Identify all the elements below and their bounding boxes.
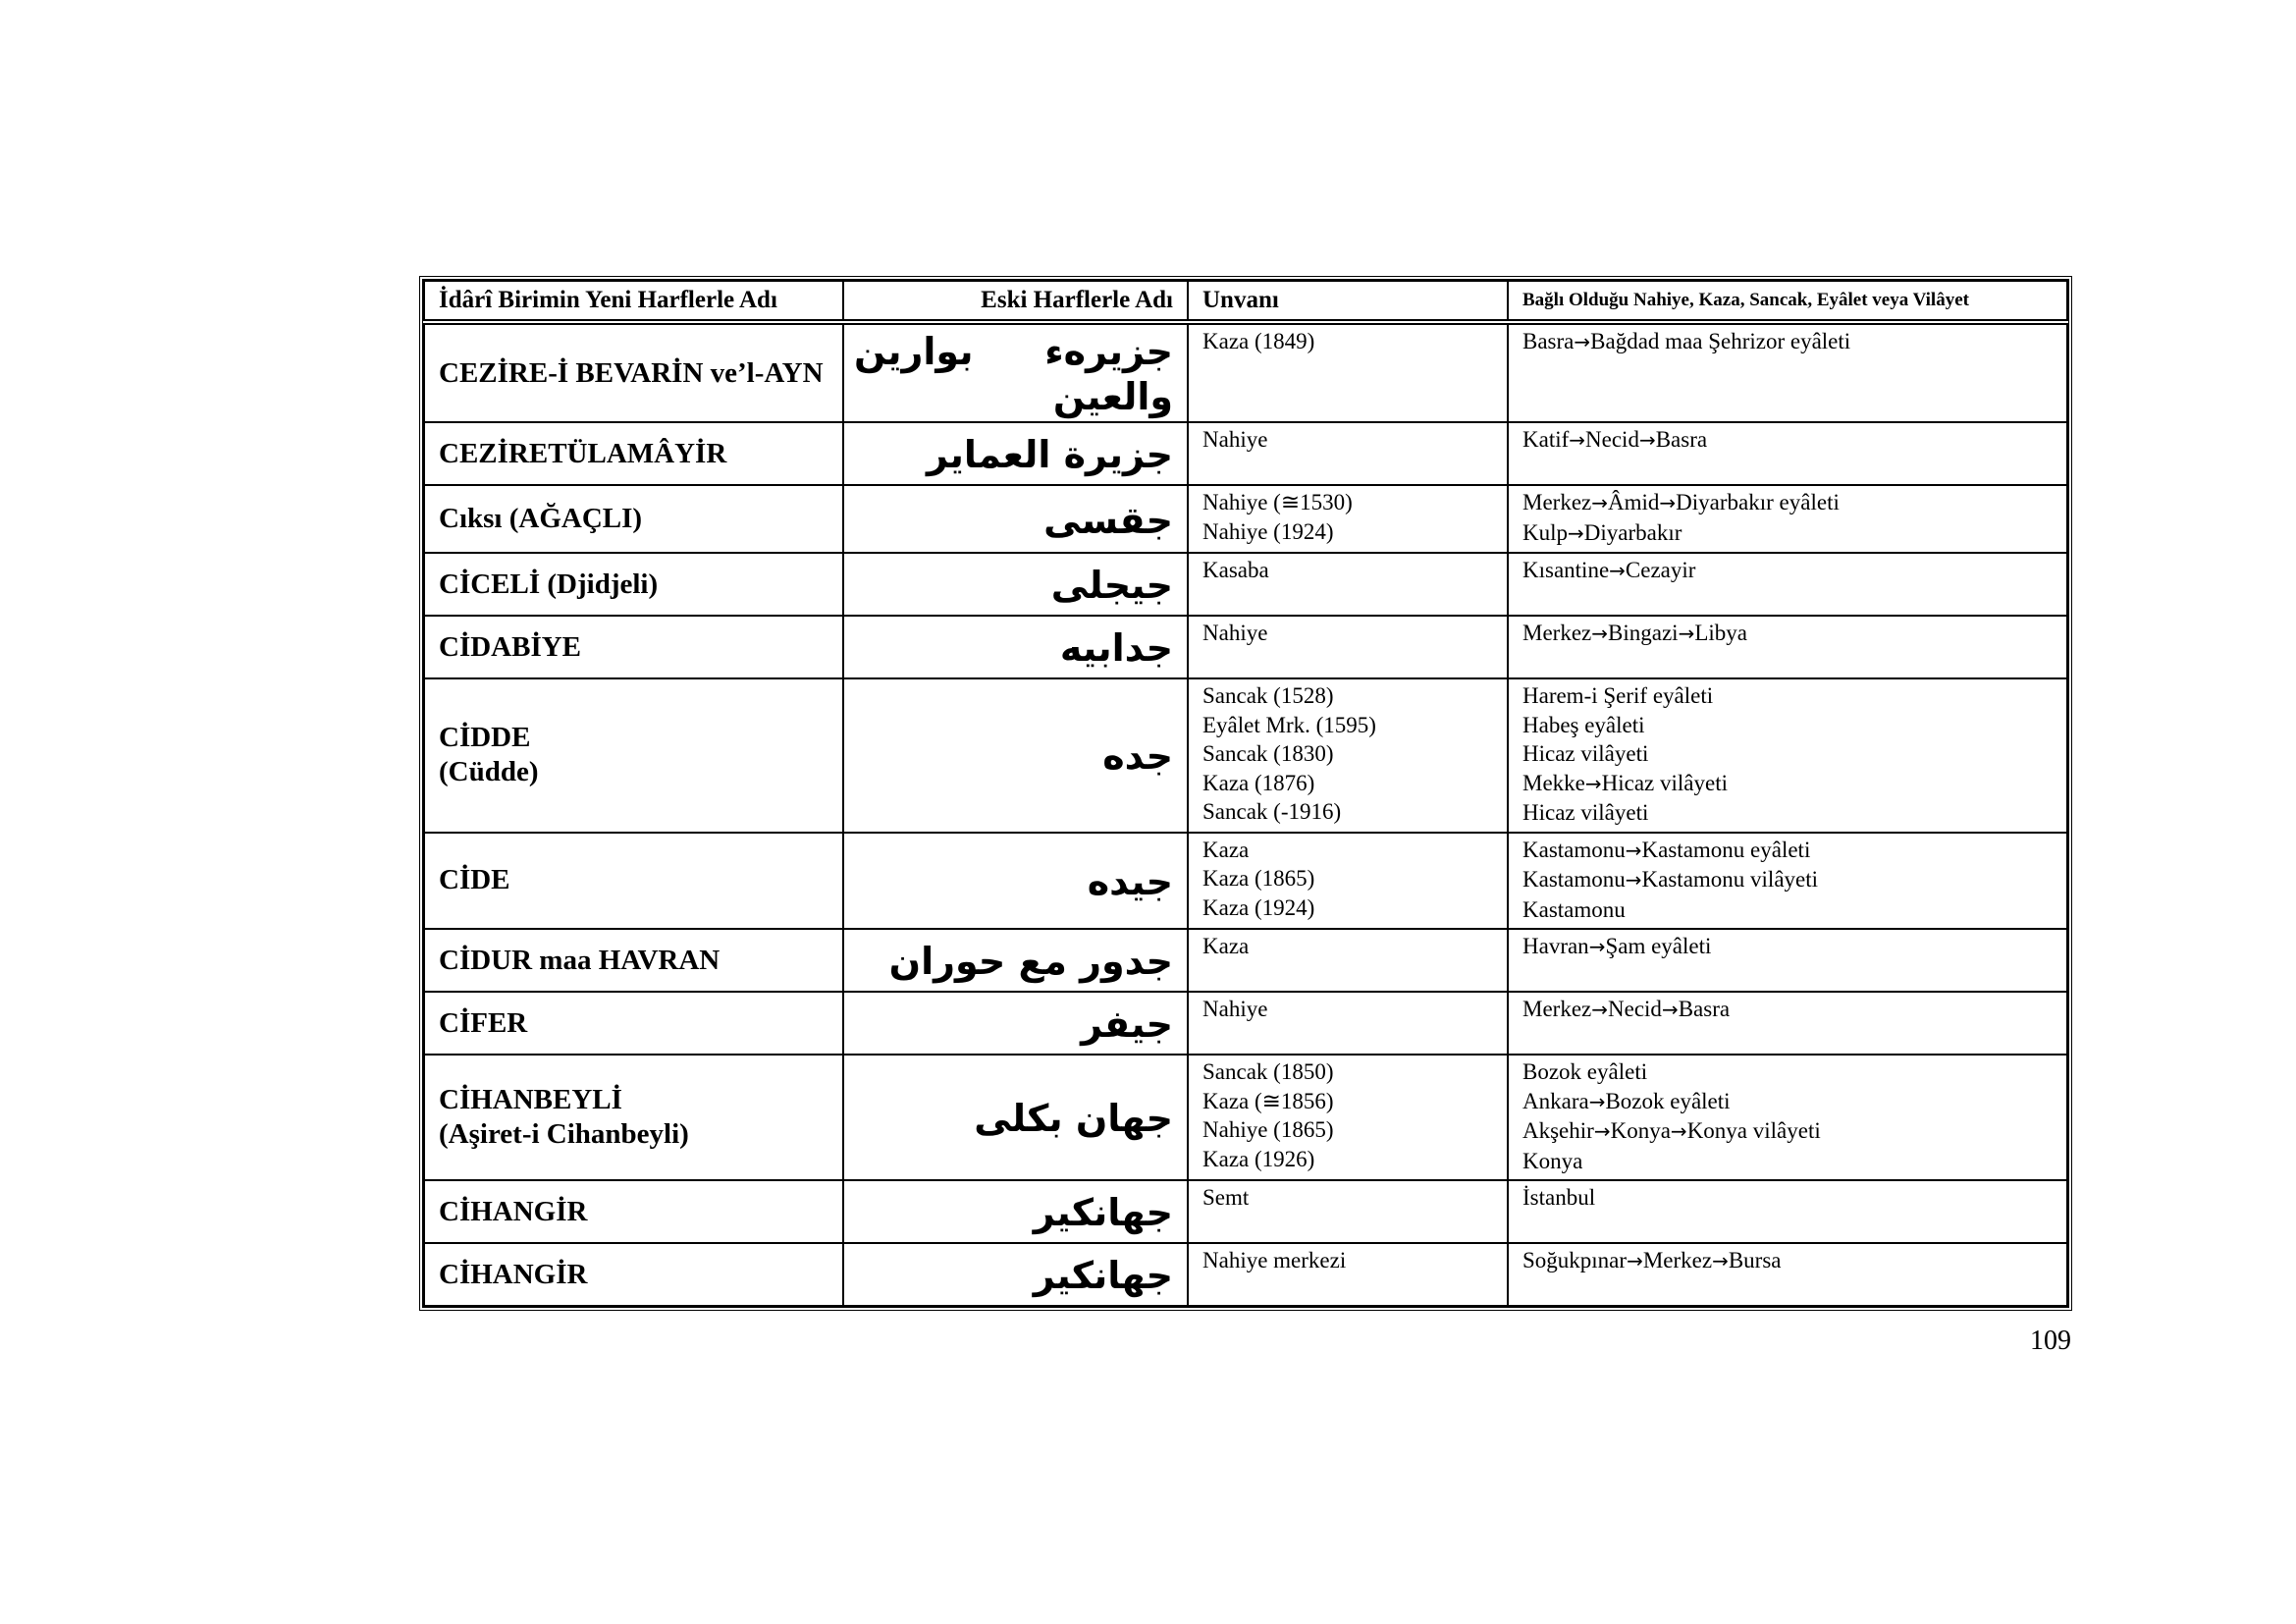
cell-new-name [424,1055,843,1180]
parent-line [1522,488,2053,518]
title-line: Nahiye [1202,427,1268,452]
arrow-icon: → [1661,998,1679,1021]
arrow-icon: → [1588,935,1606,958]
title-line: Kaza (1926) [1202,1146,1315,1171]
title-line: Kaza (1876) [1202,770,1315,795]
title-line: Kaza (1865) [1202,866,1315,891]
title-line: Nahiye [1202,997,1268,1021]
parent-segment: Konya vilâyeti [1686,1118,1821,1143]
col-header-title: Unvanı [1188,281,1508,322]
parent-segment: Hicaz vilâyeti [1522,800,1649,825]
table-row [424,1180,2067,1243]
parent-line [1522,836,2053,866]
arrow-icon: → [1712,1249,1729,1272]
cell-new-name [424,833,843,930]
parent-segment: Hicaz vilâyeti [1522,741,1649,766]
cell-new-name [424,1243,843,1306]
cell-old-name: جيفر [843,992,1188,1055]
parent-line [1522,769,2053,799]
arrow-icon: → [1625,868,1642,892]
cell-title [1188,553,1508,616]
cell-new-name [424,678,843,833]
name-line: CİHANBEYLİ [439,1084,622,1115]
parent-segment: Âmid [1608,490,1660,514]
title-line: Nahiye (1924) [1202,518,1334,544]
name-line: (Aşiret-i Cihanbeyli) [439,1118,689,1150]
name-line: CİDABİYE [439,630,582,663]
parent-line [1522,556,2053,586]
title-line: Nahiye (1865) [1202,1117,1334,1142]
parent-segment: Bozok eyâleti [1605,1088,1731,1113]
arrow-icon: → [1625,838,1642,862]
cell-old-name: جيجلى [843,553,1188,616]
name-line: Cıksı (AĞAÇLI) [439,503,643,534]
parent-segment: Kastamonu [1522,837,1626,862]
parent-segment: Merkez [1522,621,1592,645]
parent-segment: Kastamonu vilâyeti [1641,867,1819,892]
cell-new-name [424,485,843,553]
cell-title [1188,422,1508,485]
cell-old-name: جدابيه [843,616,1188,678]
name-line: CEZİRE-İ BEVARİN ve’l-AYN [439,356,824,389]
name-line: CİFER [439,1006,528,1039]
table-row [424,1055,2067,1180]
cell-parent [1508,553,2067,616]
arrow-icon: → [1574,330,1591,353]
table-row [424,616,2067,678]
cell-parent [1508,422,2067,485]
parent-segment: Şam eyâleti [1605,934,1712,958]
cell-new-name [424,422,843,485]
cell-title [1188,678,1508,833]
title-line: Nahiye [1202,621,1268,645]
name-line: CİCELİ (Djidjeli) [439,568,659,600]
gazetteer-table [419,276,2072,1311]
name-line: CEZİRETÜLAMÂYİR [439,437,727,469]
arrow-icon: → [1568,520,1584,545]
name-line: CİDUR maa HAVRAN [439,944,721,976]
title-line: Kaza [1202,934,1250,958]
cell-old-name: جهانكير [843,1180,1188,1243]
table-row [424,678,2067,833]
table-row [424,553,2067,616]
title-line: Sancak (1528) [1202,683,1334,708]
title-line: Nahiye (≅1530) [1202,490,1353,514]
parent-segment: Habeş eyâleti [1522,712,1645,737]
table-row [424,1243,2067,1306]
parent-line [1522,1087,2053,1117]
parent-segment: Bozok eyâleti [1522,1059,1648,1084]
cell-parent [1508,992,2067,1055]
parent-line [1522,865,2053,895]
parent-segment: Bağdad maa Şehrizor eyâleti [1590,329,1851,353]
parent-line [1522,1246,2053,1276]
parent-segment: Libya [1694,621,1747,645]
parent-line [1522,619,2053,649]
parent-segment: Kısantine [1522,558,1610,582]
col-header-old-name: Eski Harflerle Adı [843,281,1188,322]
title-line: Sancak (1850) [1202,1059,1334,1084]
parent-segment: Basra [1678,997,1731,1021]
cell-parent [1508,1055,2067,1180]
table-row [424,422,2067,485]
cell-title [1188,1180,1508,1243]
cell-new-name [424,553,843,616]
name-line: CİHANGİR [439,1195,588,1227]
parent-segment: İstanbul [1522,1185,1596,1210]
arrow-icon: → [1659,491,1677,514]
cell-old-name: جهان بكلى [843,1055,1188,1180]
parent-line [1522,711,2053,740]
cell-old-name: جزيرة العماير [843,422,1188,485]
arrow-icon: → [1569,428,1586,452]
cell-old-name: جهانكير [843,1243,1188,1306]
arrow-icon: → [1670,1119,1687,1143]
parent-segment: Merkez [1522,490,1592,514]
arrow-icon: → [1638,428,1656,452]
parent-segment: Mekke [1522,770,1585,795]
cell-title [1188,322,1508,422]
table [423,280,2068,1307]
cell-parent [1508,833,2067,930]
cell-title [1188,992,1508,1055]
title-line: Kaza (1924) [1202,894,1315,920]
cell-parent [1508,678,2067,833]
title-line: Sancak (-1916) [1202,799,1342,824]
parent-line [1522,895,2053,925]
table-row [424,322,2067,422]
parent-segment: Diyarbakır eyâleti [1676,490,1840,514]
parent-segment: Merkez [1642,1248,1713,1272]
cell-old-name: جزيرهء بوارين والعين [843,322,1188,422]
cell-old-name: جدور مع حوران [843,929,1188,992]
parent-line [1522,1183,2053,1213]
cell-new-name [424,992,843,1055]
parent-line [1522,798,2053,828]
parent-line [1522,995,2053,1025]
table-row [424,833,2067,930]
arrow-icon: → [1591,622,1609,645]
parent-segment: Necid [1585,427,1639,452]
page-number: 109 [2030,1326,2071,1356]
parent-segment: Basra [1655,427,1708,452]
parent-segment: Kastamonu [1522,896,1626,922]
title-line: Kaza (≅1856) [1202,1088,1334,1113]
table-row [424,992,2067,1055]
parent-segment: Soğukpınar [1522,1248,1628,1272]
cell-new-name [424,929,843,992]
arrow-icon: → [1591,491,1609,514]
parent-segment: Cezayir [1625,558,1696,582]
cell-new-name [424,616,843,678]
title-line: Kaza [1202,837,1250,862]
parent-segment: Basra [1522,329,1575,353]
parent-segment: Bursa [1728,1248,1782,1272]
parent-segment: Katif [1522,427,1570,452]
cell-parent [1508,322,2067,422]
name-line: CİDE [439,864,510,896]
title-line: Nahiye merkezi [1202,1248,1347,1272]
title-line: Semt [1202,1185,1250,1210]
parent-segment: Harem-i Şerif eyâleti [1522,683,1714,708]
col-header-parent: Bağlı Olduğu Nahiye, Kaza, Sancak, Eyâlet veya Vilâyet [1508,281,2067,322]
cell-parent [1508,929,2067,992]
parent-line [1522,681,2053,711]
arrow-icon: → [1584,771,1602,795]
cell-new-name [424,322,843,422]
title-line: Eyâlet Mrk. (1595) [1202,712,1376,737]
parent-segment: Konya [1522,1148,1583,1173]
cell-old-name: جقسى [843,485,1188,553]
arrow-icon: → [1678,622,1695,645]
parent-line [1522,739,2053,769]
col-header-new-name: İdârî Birimin Yeni Harflerle Adı [424,281,843,322]
table-row [424,929,2067,992]
parent-segment: Hicaz vilâyeti [1601,770,1728,795]
cell-parent [1508,1180,2067,1243]
header-row [424,281,2067,322]
cell-title [1188,485,1508,553]
arrow-icon: → [1593,1119,1611,1143]
parent-segment: Konya [1610,1118,1671,1143]
parent-segment: Akşehir [1522,1118,1594,1143]
cell-title [1188,929,1508,992]
cell-title [1188,1055,1508,1180]
cell-parent [1508,616,2067,678]
arrow-icon: → [1588,1089,1606,1113]
cell-parent [1508,1243,2067,1306]
arrow-icon: → [1591,998,1609,1021]
parent-line [1522,327,2053,357]
name-line: CİDDE [439,722,531,754]
table-body [424,322,2067,1306]
parent-line [1522,1116,2053,1147]
parent-line [1522,1147,2053,1176]
title-line: Sancak (1830) [1202,741,1334,766]
parent-segment: Kastamonu [1522,867,1626,892]
cell-old-name: جيده [843,833,1188,930]
cell-parent [1508,485,2067,553]
parent-line [1522,932,2053,962]
cell-new-name [424,1180,843,1243]
cell-title [1188,1243,1508,1306]
arrow-icon: → [1609,559,1626,582]
cell-title [1188,616,1508,678]
name-line: (Cüdde) [439,756,539,788]
title-line: Kaza (1849) [1202,329,1315,353]
cell-title [1188,833,1508,930]
name-line: CİHANGİR [439,1258,588,1290]
arrow-icon: → [1627,1249,1643,1272]
table-row [424,485,2067,553]
parent-segment: Bingazi [1608,621,1679,645]
parent-segment: Necid [1608,997,1662,1021]
cell-old-name: جده [843,678,1188,833]
parent-segment: Merkez [1522,997,1592,1021]
title-line: Kasaba [1202,558,1269,582]
parent-line [1522,1057,2053,1087]
parent-line [1522,425,2053,456]
parent-segment: Ankara [1522,1088,1589,1113]
parent-segment: Kulp [1522,519,1568,545]
parent-segment: Diyarbakır [1583,519,1682,545]
parent-segment: Havran [1522,934,1589,958]
parent-segment: Kastamonu eyâleti [1641,837,1811,862]
parent-line [1522,518,2053,549]
